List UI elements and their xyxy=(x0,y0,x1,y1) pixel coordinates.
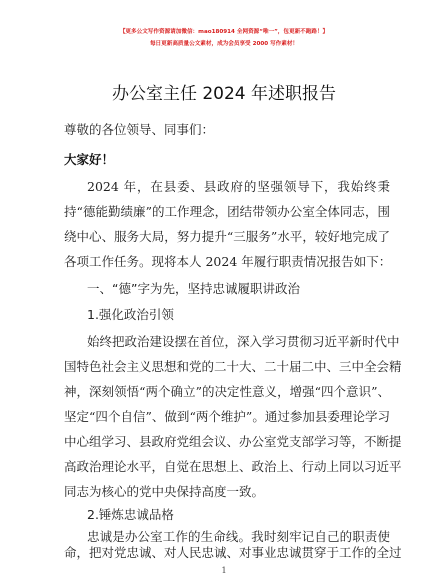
sub1-line-2: 国特色社会主义思想和党的二十大、二十届二中、三中全会精 xyxy=(64,359,402,374)
sub2-line-2: 命，把对党忠诚、对人民忠诚、对事业忠诚贯穿于工作的全过 xyxy=(64,545,402,560)
sub1-line-5: 中心组学习、县政府党组会议、办公室党支部学习等，不断提 xyxy=(64,434,402,449)
promo-banner-line-2: 每日更新高质量公文素材，成为会员享受 2000 写作素材！ xyxy=(149,41,299,47)
page-number: 1 xyxy=(221,566,227,575)
sub1-line-7: 同志为核心的党中央保持高度一致。 xyxy=(64,484,265,499)
sub1-line-4: 坚定“四个自信”、做到“两个维护”。通过参加县委理论学习 xyxy=(64,409,390,424)
promo-banner-line-1: 【更多公文写作资源请加微信：mao180914 全网资源“唯一”，包更新不跑路！】 xyxy=(119,29,329,35)
greeting: 尊敬的各位领导、同事们： xyxy=(64,122,215,137)
subsection-1-heading: 1.强化政治引领 xyxy=(87,307,174,322)
page-title: 办公室主任 2024 年述职报告 xyxy=(111,84,337,104)
intro-line-1: 2024 年，在县委、县政府的坚强领导下，我始终秉 xyxy=(87,179,390,194)
intro-line-2: 持“德能勤绩廉”的工作理念，团结带领办公室全体同志，围 xyxy=(64,204,390,219)
intro-line-3: 绕中心、服务大局，努力提升“三服务”水平，较好地完成了 xyxy=(64,229,390,244)
section-1-heading: 一、“德”字为先，坚持忠诚履职讲政治 xyxy=(87,281,300,296)
sub1-line-3: 神，深刻领悟“两个确立”的决定性意义，增强“四个意识”、 xyxy=(64,384,390,399)
sub1-line-1: 始终把政治建设摆在首位，深入学习贯彻习近平新时代中 xyxy=(87,334,400,349)
subsection-2-heading: 2.锤炼忠诚品格 xyxy=(87,507,174,522)
salutation: 大家好！ xyxy=(64,152,115,167)
sub2-line-1: 忠诚是办公室工作的生命线。我时刻牢记自己的职责使 xyxy=(87,529,390,544)
sub1-line-6: 高政治理论水平，自觉在思想上、政治上、行动上同以习近平 xyxy=(64,459,402,474)
intro-line-4: 各项工作任务。现将本人 2024 年履行职责情况报告如下： xyxy=(64,254,392,269)
